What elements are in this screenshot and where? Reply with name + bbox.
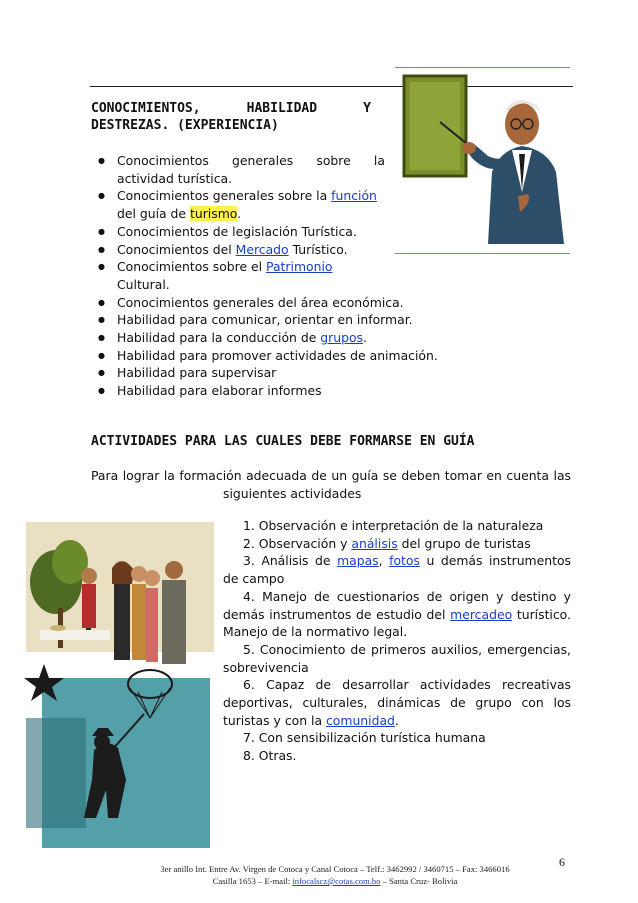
bullet-line2: actividad turística.: [117, 170, 233, 186]
knowledge-list: [95, 152, 438, 400]
list-item: [95, 311, 447, 329]
tourists-and-explorer-clipart: [22, 518, 220, 850]
list-item: [223, 729, 571, 747]
activity-text: turístico. Manejo de la normativo legal.: [223, 606, 571, 640]
activity-text: 5. Conocimiento de primeros auxilios, emergencias, sobrevivencia: [223, 641, 571, 675]
title-line2: DESTREZAS. (EXPERIENCIA): [91, 118, 279, 133]
bullet-text: Conocimientos generales sobre la: [117, 188, 332, 204]
mercadeo-link[interactable]: mercadeo: [450, 606, 513, 622]
patrimonio-link[interactable]: Patrimonio: [266, 259, 333, 275]
intro-line1: Para lograr la formación adecuada de un guía se deben tomar en cuenta las: [91, 468, 571, 483]
bullet-text: Conocimientos de legislación Turística.: [117, 223, 357, 239]
activity-text: 1. Observación e interpretación de la naturaleza: [243, 518, 544, 533]
footer-address: 3er anillo Int. Entre Av. Virgen de Cotoca y Canal Cotoca – Telf.: 3462992 / 3460715 – Fax: 3466016: [160, 864, 510, 874]
activity-text: 6. Capaz de desarrollar actividades recreativas deportivas, culturales, dinámicas de grupo con los turistas y con la: [223, 677, 571, 728]
bullet-text: Habilidad para comunicar, orientar en informar.: [117, 312, 413, 328]
comunidad-link[interactable]: comunidad: [325, 712, 395, 728]
funcion-link[interactable]: función: [331, 188, 377, 204]
bullet-text: Habilidad para la conducción de: [117, 330, 321, 346]
page-footer: [140, 863, 530, 887]
list-item: [95, 241, 385, 259]
mid-right-rule: [395, 253, 570, 254]
list-item: [95, 223, 385, 241]
list-item: [95, 347, 447, 365]
activity-text: 7. Con sensibilización turística humana: [243, 730, 486, 746]
highlighted-term: turismo: [190, 206, 238, 222]
activity-text: 8. Otras.: [243, 748, 297, 764]
bullet-word: generales: [232, 153, 294, 168]
list-item: [95, 382, 447, 400]
list-item: [95, 294, 447, 312]
list-item: [223, 641, 571, 676]
analisis-link[interactable]: análisis: [351, 535, 398, 551]
activity-text: del grupo de turistas: [397, 535, 531, 551]
footer-contact: [140, 875, 530, 887]
list-item: [95, 258, 385, 293]
page-number: 6: [559, 855, 565, 869]
bullet-text: .: [362, 330, 367, 346]
footer-text: Casilla 1653 – E-mail:: [212, 876, 293, 886]
section2-title: ACTIVIDADES PARA LAS CUALES DEBE FORMARSE EN GUÍA: [91, 434, 475, 449]
activity-text: ,: [378, 553, 390, 569]
list-item: [223, 588, 571, 641]
bullet-text: Habilidad para promover actividades de animación.: [117, 347, 438, 363]
list-item: [223, 747, 571, 765]
bullet-word: sobre: [316, 153, 351, 168]
bullet-word: la: [373, 153, 385, 168]
bullet-text: del guía de: [117, 206, 190, 222]
mapas-link[interactable]: mapas: [337, 553, 379, 569]
footer-text: – Santa Cruz- Bolivia: [380, 876, 458, 886]
bullet-text: Conocimientos generales del área económica.: [117, 294, 404, 310]
fotos-link[interactable]: fotos: [389, 553, 420, 569]
activity-text: 3. Análisis de: [243, 553, 338, 569]
bullet-text: Cultural.: [117, 276, 170, 292]
list-item: [95, 187, 385, 222]
bullet-text: Conocimientos sobre el: [117, 259, 267, 275]
top-right-rule: [395, 67, 570, 68]
list-item: [223, 552, 571, 587]
title-word: HABILIDAD: [246, 101, 318, 116]
activity-text: .: [394, 712, 399, 728]
bullet-text: Conocimientos del: [117, 241, 236, 257]
mercado-link[interactable]: Mercado: [235, 241, 289, 257]
activity-text: u demás instrumentos de campo: [223, 553, 571, 587]
activities-list: [223, 517, 571, 765]
grupos-link[interactable]: grupos: [320, 330, 363, 346]
teacher-pointer-clipart: [400, 72, 570, 247]
intro-line2: siguientes actividades: [223, 485, 362, 501]
list-item: [95, 364, 447, 382]
list-item: [223, 535, 571, 553]
title-word: CONOCIMIENTOS,: [91, 101, 201, 116]
bullet-text: Habilidad para supervisar: [117, 365, 277, 381]
list-item: [223, 517, 571, 535]
section1-title: [91, 101, 371, 133]
intro-paragraph: [91, 467, 571, 502]
activity-text: 4. Manejo de cuestionarios de origen y destino y demás instrumentos de estudio del: [223, 588, 571, 622]
list-item: [95, 152, 385, 187]
bullet-word: ● Conocimientos: [117, 153, 209, 168]
email-link[interactable]: infocalscz@cotas.com.bo: [292, 876, 381, 886]
title-word: Y: [363, 101, 371, 116]
bullet-text: Habilidad para elaborar informes: [117, 383, 322, 399]
bullet-text: .: [237, 206, 242, 222]
list-item: [223, 676, 571, 729]
bullet-text: Turístico.: [288, 241, 348, 257]
activity-text: 2. Observación y: [243, 535, 352, 551]
list-item: [95, 329, 447, 347]
